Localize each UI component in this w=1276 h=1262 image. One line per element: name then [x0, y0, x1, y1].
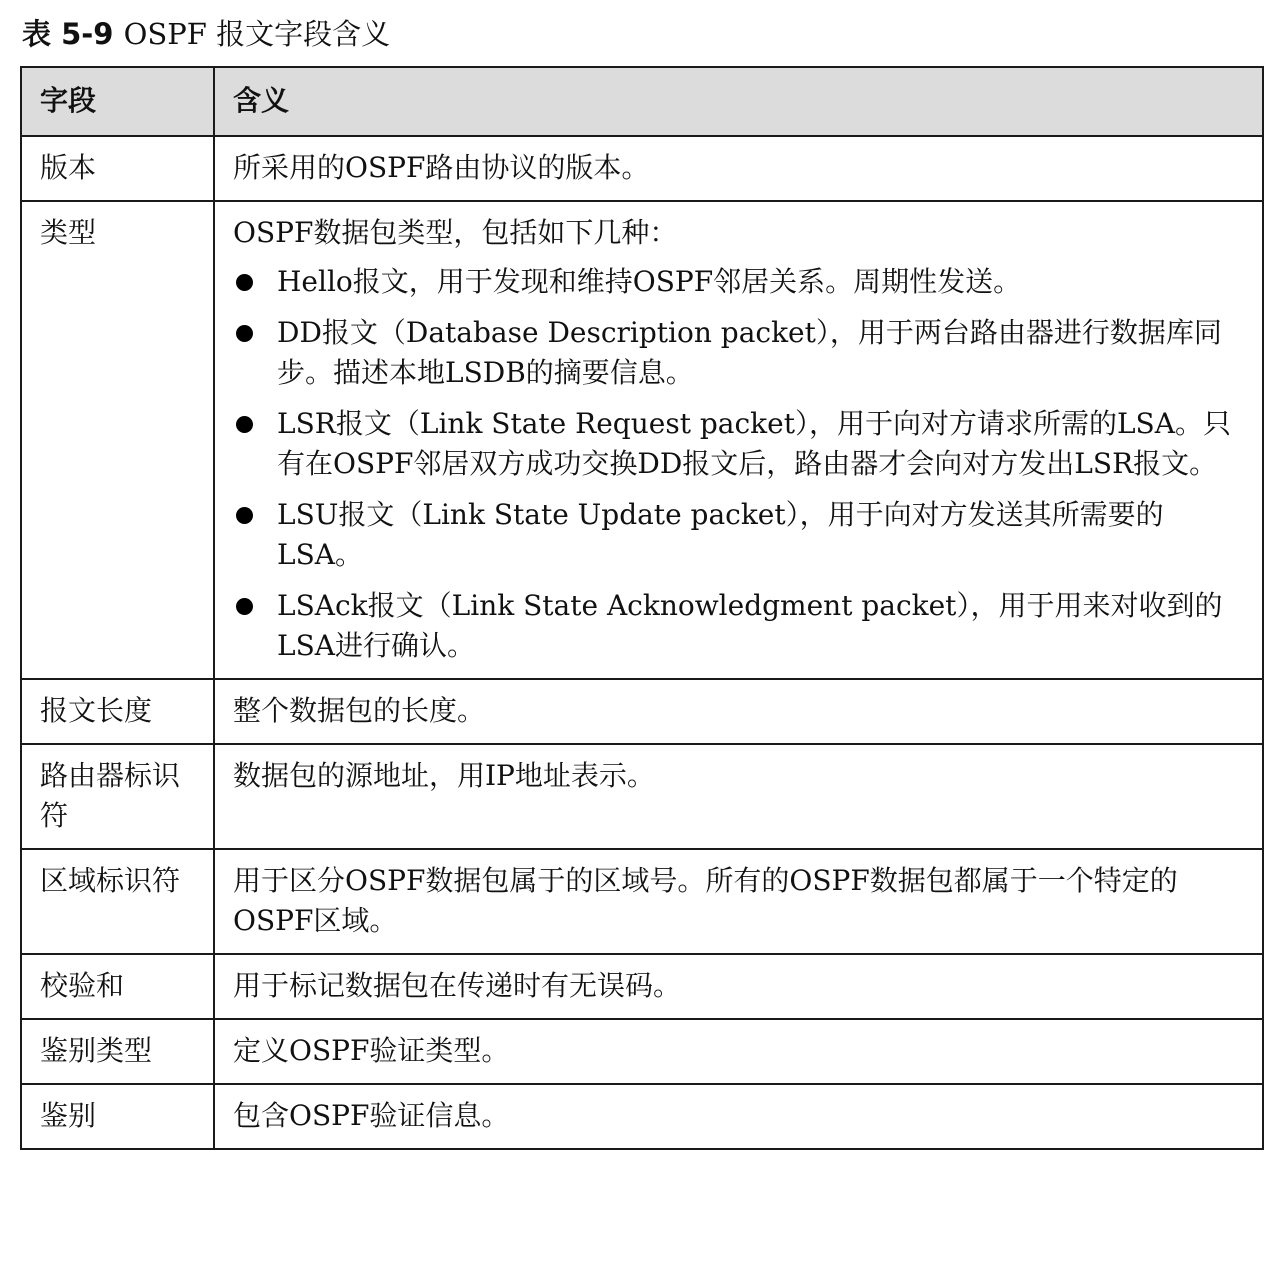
- table-row: [21, 136, 1263, 201]
- list-item: [233, 404, 1248, 484]
- caption-label: 表 5-9: [22, 17, 114, 51]
- caption-title: OSPF 报文字段含义: [123, 17, 391, 51]
- field-cell: 版本: [21, 136, 214, 201]
- field-cell: 类型: [21, 201, 214, 679]
- ospf-fields-table: [20, 66, 1264, 1150]
- table-row: [21, 744, 1263, 849]
- header-meaning: 含义: [214, 67, 1263, 136]
- list-item-text: Hello报文，用于发现和维持OSPF邻居关系。周期性发送。: [277, 265, 1022, 298]
- table-row: [21, 1019, 1263, 1084]
- table-row: [21, 1084, 1263, 1149]
- table-header-row: [21, 67, 1263, 136]
- bullet-dot-icon: [236, 274, 253, 291]
- bullet-dot-icon: [236, 325, 253, 342]
- bullet-dot-icon: [236, 507, 253, 524]
- list-item: [233, 262, 1248, 302]
- field-cell: 校验和: [21, 954, 214, 1019]
- header-field: 字段: [21, 67, 214, 136]
- meaning-cell: 包含OSPF验证信息。: [214, 1084, 1263, 1149]
- packet-type-list: [233, 262, 1248, 666]
- meaning-cell: 所采用的OSPF路由协议的版本。: [214, 136, 1263, 201]
- field-cell: 报文长度: [21, 679, 214, 744]
- list-item: [233, 313, 1248, 393]
- list-item-text: LSU报文（Link State Update packet），用于向对方发送其所需要的LSA。: [277, 498, 1164, 571]
- meaning-cell: 用于标记数据包在传递时有无误码。: [214, 954, 1263, 1019]
- meaning-cell: 整个数据包的长度。: [214, 679, 1263, 744]
- table-row: [21, 679, 1263, 744]
- list-item: [233, 495, 1248, 575]
- field-cell: 区域标识符: [21, 849, 214, 954]
- table-caption: [22, 14, 390, 54]
- list-item: [233, 586, 1248, 666]
- list-item-text: LSAck报文（Link State Acknowledgment packet），用于用来对收到的LSA进行确认。: [277, 589, 1223, 662]
- field-cell: 鉴别类型: [21, 1019, 214, 1084]
- meaning-cell: [214, 201, 1263, 679]
- table-row: [21, 201, 1263, 679]
- bullet-dot-icon: [236, 598, 253, 615]
- type-intro: OSPF数据包类型，包括如下几种：: [233, 216, 678, 249]
- list-item-text: DD报文（Database Description packet），用于两台路由器进行数据库同步。描述本地LSDB的摘要信息。: [277, 316, 1222, 389]
- table-row: [21, 849, 1263, 954]
- field-cell: 路由器标识符: [21, 744, 214, 849]
- meaning-cell: 定义OSPF验证类型。: [214, 1019, 1263, 1084]
- table-row: [21, 954, 1263, 1019]
- bullet-dot-icon: [236, 416, 253, 433]
- list-item-text: LSR报文（Link State Request packet），用于向对方请求所需的LSA。只有在OSPF邻居双方成功交换DD报文后，路由器才会向对方发出LSR报文。: [277, 407, 1231, 480]
- field-cell: 鉴别: [21, 1084, 214, 1149]
- meaning-cell: 用于区分OSPF数据包属于的区域号。所有的OSPF数据包都属于一个特定的OSPF区域。: [214, 849, 1263, 954]
- meaning-cell: 数据包的源地址，用IP地址表示。: [214, 744, 1263, 849]
